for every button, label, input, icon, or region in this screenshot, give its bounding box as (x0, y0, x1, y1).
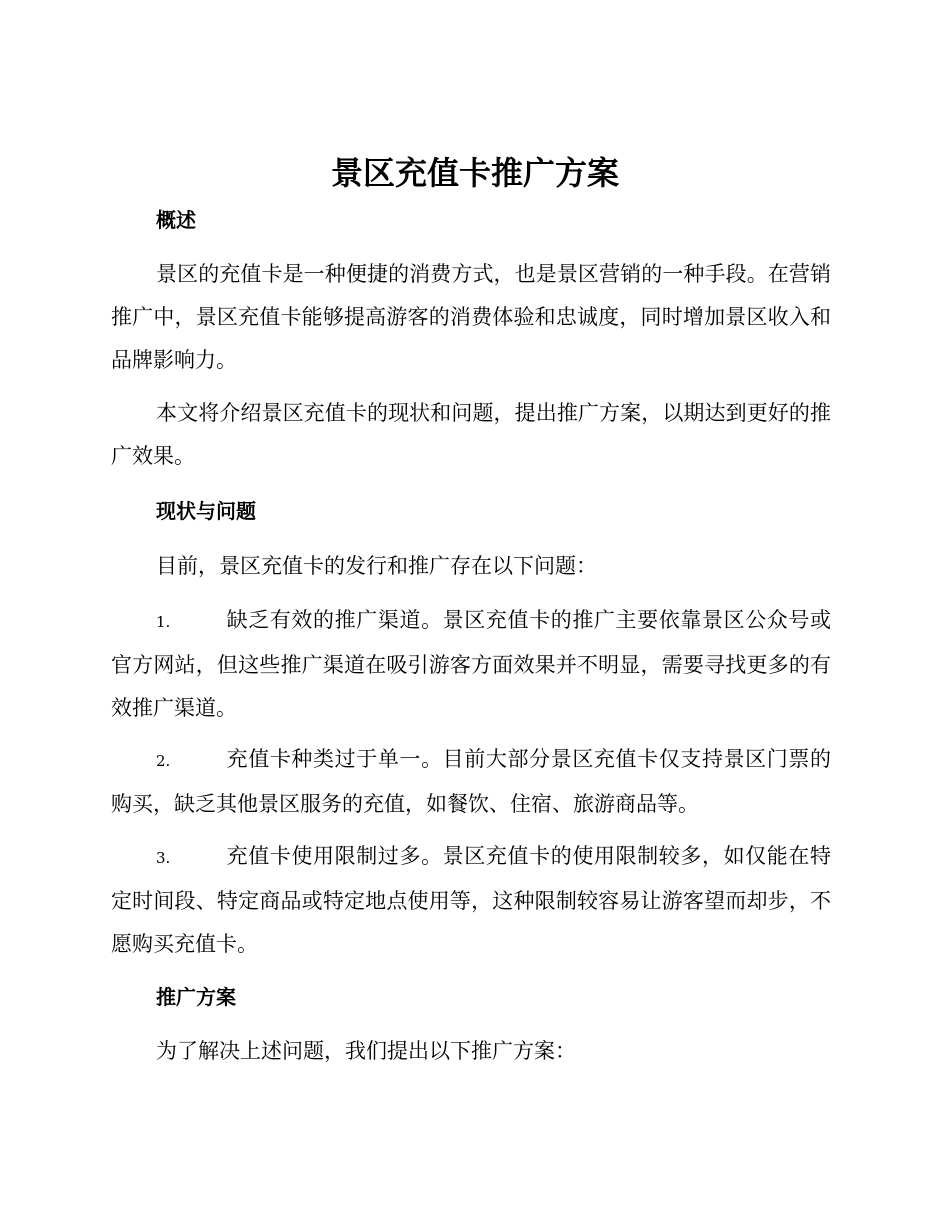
list-item-text: 充值卡使用限制过多。景区充值卡的使用限制较多，如仅能在特定时间段、特定商品或特定地点使用等，这种限制较容易让游客望而却步，不愿购买充值卡。 (111, 844, 831, 956)
list-item-number: 1. (156, 613, 171, 631)
list-item-text: 充值卡种类过于单一。目前大部分景区充值卡仅支持景区门票的购买，缺乏其他景区服务的充值，如餐饮、住宿、旅游商品等。 (111, 747, 831, 816)
section-heading-plan: 推广方案 (156, 985, 236, 1009)
paragraph-overview-2: 本文将介绍景区充值卡的现状和问题，提出推广方案，以期达到更好的推广效果。 (111, 401, 831, 468)
list-item-1 (111, 599, 831, 730)
list-item-3 (111, 835, 831, 966)
paragraph-plan-intro: 为了解决上述问题，我们提出以下推广方案： (156, 1039, 576, 1063)
paragraph-status-intro: 目前，景区充值卡的发行和推广存在以下问题： (156, 554, 597, 578)
section-heading-overview: 概述 (156, 208, 196, 232)
section-heading-status: 现状与问题 (156, 499, 256, 523)
document-title: 景区充值卡推广方案 (330, 154, 619, 192)
paragraph-overview-1: 景区的充值卡是一种便捷的消费方式，也是景区营销的一种手段。在营销推广中，景区充值卡能够提高游客的消费体验和忠诚度，同时增加景区收入和品牌影响力。 (111, 262, 831, 372)
list-item-2 (111, 738, 831, 826)
list-item-text: 缺乏有效的推广渠道。景区充值卡的推广主要依靠景区公众号或官方网站，但这些推广渠道在吸引游客方面效果并不明显，需要寻找更多的有效推广渠道。 (111, 608, 831, 720)
list-item-number: 3. (156, 849, 171, 867)
list-item-number: 2. (156, 752, 171, 770)
